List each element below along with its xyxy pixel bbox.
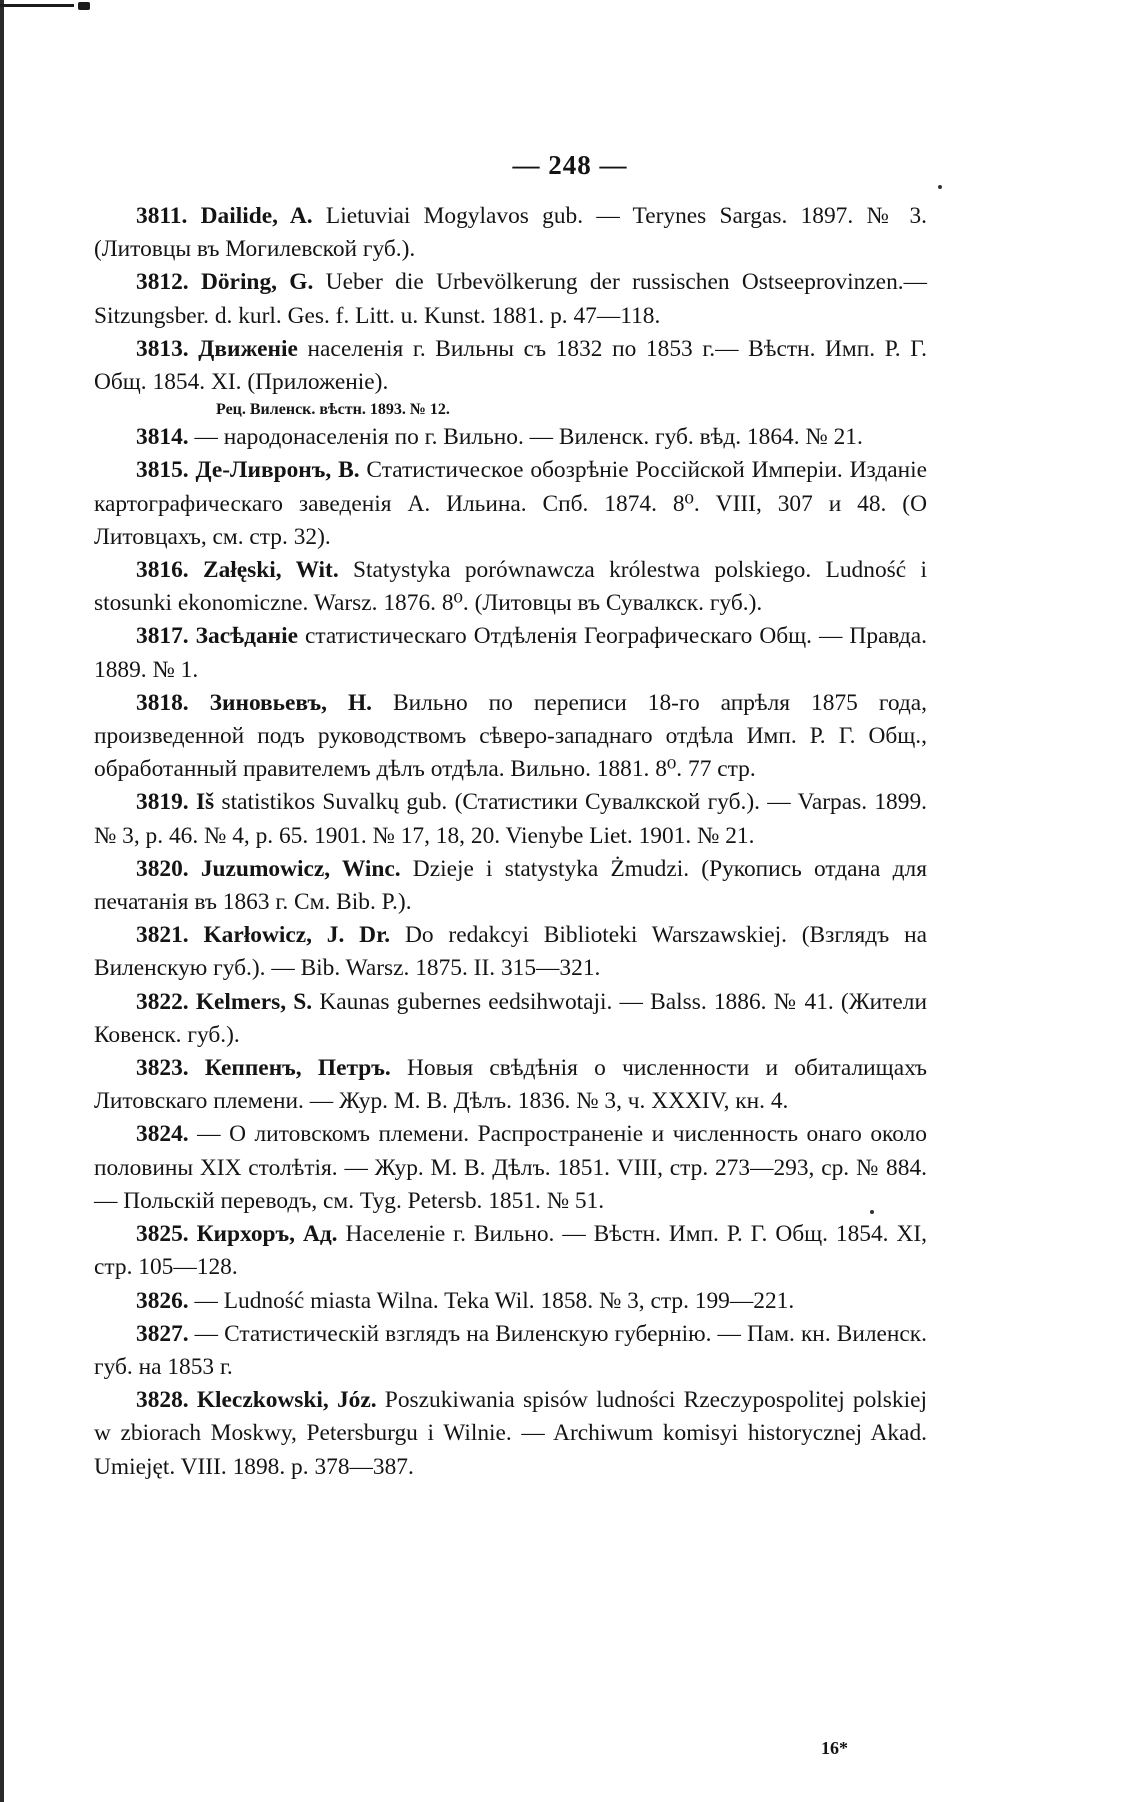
scan-speck — [938, 185, 942, 189]
entry-text: Статистическое обозрѣніе Россійской Имперіи. Изданіе картографическаго заведенія А. Ильина. Спб. 1874. 8⁰. VIII, 307 и 48. (О Литовцахъ, см. стр. 32). — [94, 457, 927, 550]
entry-3818 — [94, 687, 927, 787]
entry-author: Kleczkowski, Józ. — [196, 1387, 377, 1414]
entry-text: Statystyka porównawcza królestwa polskiego. Ludność i stosunki ekonomiczne. Warsz. 1876. 8⁰. (Литовцы въ Сувалкск. губ.). — [94, 557, 927, 617]
entry-3827 — [94, 1318, 927, 1384]
entry-3812 — [94, 266, 927, 332]
entry-3819 — [94, 786, 927, 852]
entry-number: 3828. — [136, 1387, 189, 1414]
entry-text: Poszukiwania spisów ludności Rzeczypospolitej polskiej w zbiorach Moskwy, Petersburgu i Wilnie. — Archiwum komisyi historycznej Akad. Umiejęt. VIII. 1898. p. 378—387. — [94, 1387, 927, 1480]
entry-author: Кеппенъ, Петръ. — [204, 1055, 391, 1082]
entry-3826 — [94, 1285, 927, 1318]
entry-number: 3823. — [136, 1055, 189, 1082]
entry-text: Вильно по переписи 18-го апрѣля 1875 года, произведенной подъ руководствомъ сѣверо-западнаго отдѣла Имп. Р. Г. Общ., обработанный правителемъ дѣлъ отдѣла. Вильно. 1881. 8⁰. 77 стр. — [94, 689, 927, 783]
entry-number: 3816. — [136, 557, 189, 584]
scan-artifact-mark — [0, 0, 120, 12]
bibliography-entries — [94, 200, 927, 1484]
entry-author: Juzumowicz, Winc. — [200, 855, 401, 882]
entry-text: Населеніе г. Вильно. — Вѣстн. Имп. Р. Г. Общ. 1854. XI, стр. 105—128. — [94, 1221, 927, 1281]
entry-number: 3813. — [136, 335, 189, 362]
entry-3813 — [94, 333, 927, 421]
entry-author: Załęski, Wit. — [203, 557, 339, 584]
entry-3828 — [94, 1384, 927, 1484]
entry-author: Kelmers, S. — [195, 988, 313, 1015]
entry-3825 — [94, 1218, 927, 1284]
entry-text: Kaunas gubernes eedsihwotaji. — Balss. 1886. № 41. (Жители Ковенск. губ.). — [94, 988, 927, 1048]
entry-number: 3824. — [136, 1121, 189, 1148]
page-number: — 248 — — [512, 150, 628, 180]
entry-text: Dzieje i statystyka Żmudzi. (Рукопись отдана для печатанія въ 1863 г. См. Bib. P.). — [94, 855, 927, 916]
scan-left-edge — [0, 0, 4, 1802]
entry-3815 — [94, 454, 927, 554]
entry-3821 — [94, 919, 927, 985]
entry-author: Зиновьевъ, Н. — [209, 689, 373, 716]
entry-author: Де-Ливронъ, В. — [195, 457, 360, 484]
entry-3824 — [94, 1118, 927, 1218]
entry-number: 3815. — [136, 457, 189, 484]
entry-number: 3821. — [136, 922, 189, 949]
entry-text: статистическаго Отдѣленія Географическаго Общ. — Правда. 1889. № 1. — [94, 623, 927, 683]
entry-text: Lietuviai Mogylavos gub. — Terynes Sargas. 1897. № 3. (Литовцы въ Могилевской губ.). — [94, 203, 927, 263]
entry-number: 3818. — [136, 689, 189, 716]
entry-3823 — [94, 1052, 927, 1118]
entry-3817 — [94, 620, 927, 686]
entry-author: Döring, G. — [200, 269, 314, 296]
entry-author: Iš — [195, 789, 215, 816]
entry-text: Новыя свѣдѣнія о численности и обиталищахъ Литовскаго племени. — Жур. М. В. Дѣлъ. 1836. № 3, ч. XXXIV, кн. 4. — [94, 1055, 927, 1115]
entry-number: 3820. — [136, 855, 189, 882]
entry-number: 3825. — [136, 1221, 189, 1248]
entry-3814 — [94, 421, 927, 454]
entry-author: Karłowicz, J. Dr. — [203, 922, 391, 949]
entry-review-note: Рец. Виленск. вѣстн. 1893. № 12. — [216, 401, 450, 419]
entry-number: 3819. — [136, 789, 189, 816]
entry-number: 3826. — [136, 1287, 189, 1314]
entry-text: — Ludność miasta Wilna. Teka Wil. 1858. № 3, стр. 199—221. — [188, 1287, 795, 1314]
entry-author: Засѣданіе — [195, 623, 299, 650]
entry-author: Кирхоръ, Ад. — [196, 1221, 338, 1248]
entry-text: Do redakcyi Biblioteki Warszawskiej. (Взглядъ на Виленскую губ.). — Bib. Warsz. 1875. II. 315—321. — [94, 922, 927, 982]
entry-number: 3814. — [136, 424, 189, 451]
entry-3811 — [94, 200, 927, 266]
entry-text: — О литовскомъ племени. Распространеніе и численность онаго около половины XIX столѣтія. — Жур. М. В. Дѣлъ. 1851. VIII, стр. 273—293, ср. № 884. — Польскій переводъ, см. Tyg. Petersb. 1851. № 51. — [94, 1121, 927, 1214]
entry-text: statistikos Suvalkų gub. (Статистики Сувалкской губ.). — Varpas. 1899. № 3, p. 46. № 4, p. 65. 1901. № 17, 18, 20. Vienybe Liet. 1901. № 21. — [94, 789, 927, 849]
entry-text: — народонаселенія по г. Вильно. — Виленск. губ. вѣд. 1864. № 21. — [188, 424, 863, 451]
printer-signature-mark: 16* — [821, 1738, 848, 1758]
entry-number: 3817. — [136, 623, 189, 650]
entry-number: 3812. — [136, 269, 189, 296]
entry-text: населенія г. Вильны съ 1832 по 1853 г.— Вѣстн. Имп. Р. Г. Общ. 1854. XI. (Приложеніе). — [94, 335, 927, 396]
entry-number: 3822. — [136, 988, 189, 1015]
entry-3820 — [94, 853, 927, 919]
entry-author: Dailide, A. — [200, 203, 313, 229]
entry-3822 — [94, 986, 927, 1052]
entry-author: Движеніе — [198, 335, 298, 362]
entry-number: 3811. — [136, 203, 188, 229]
entry-text: Ueber die Urbevölkerung der russischen Ostseeprovinzen.—Sitzungsber. d. kurl. Ges. f. Litt. u. Kunst. 1881. p. 47—118. — [94, 269, 928, 329]
entry-number: 3827. — [136, 1320, 189, 1347]
entry-text: — Статистическій взглядъ на Виленскую губернію. — Пам. кн. Виленск. губ. на 1853 г. — [94, 1320, 927, 1380]
entry-3816 — [94, 554, 927, 620]
